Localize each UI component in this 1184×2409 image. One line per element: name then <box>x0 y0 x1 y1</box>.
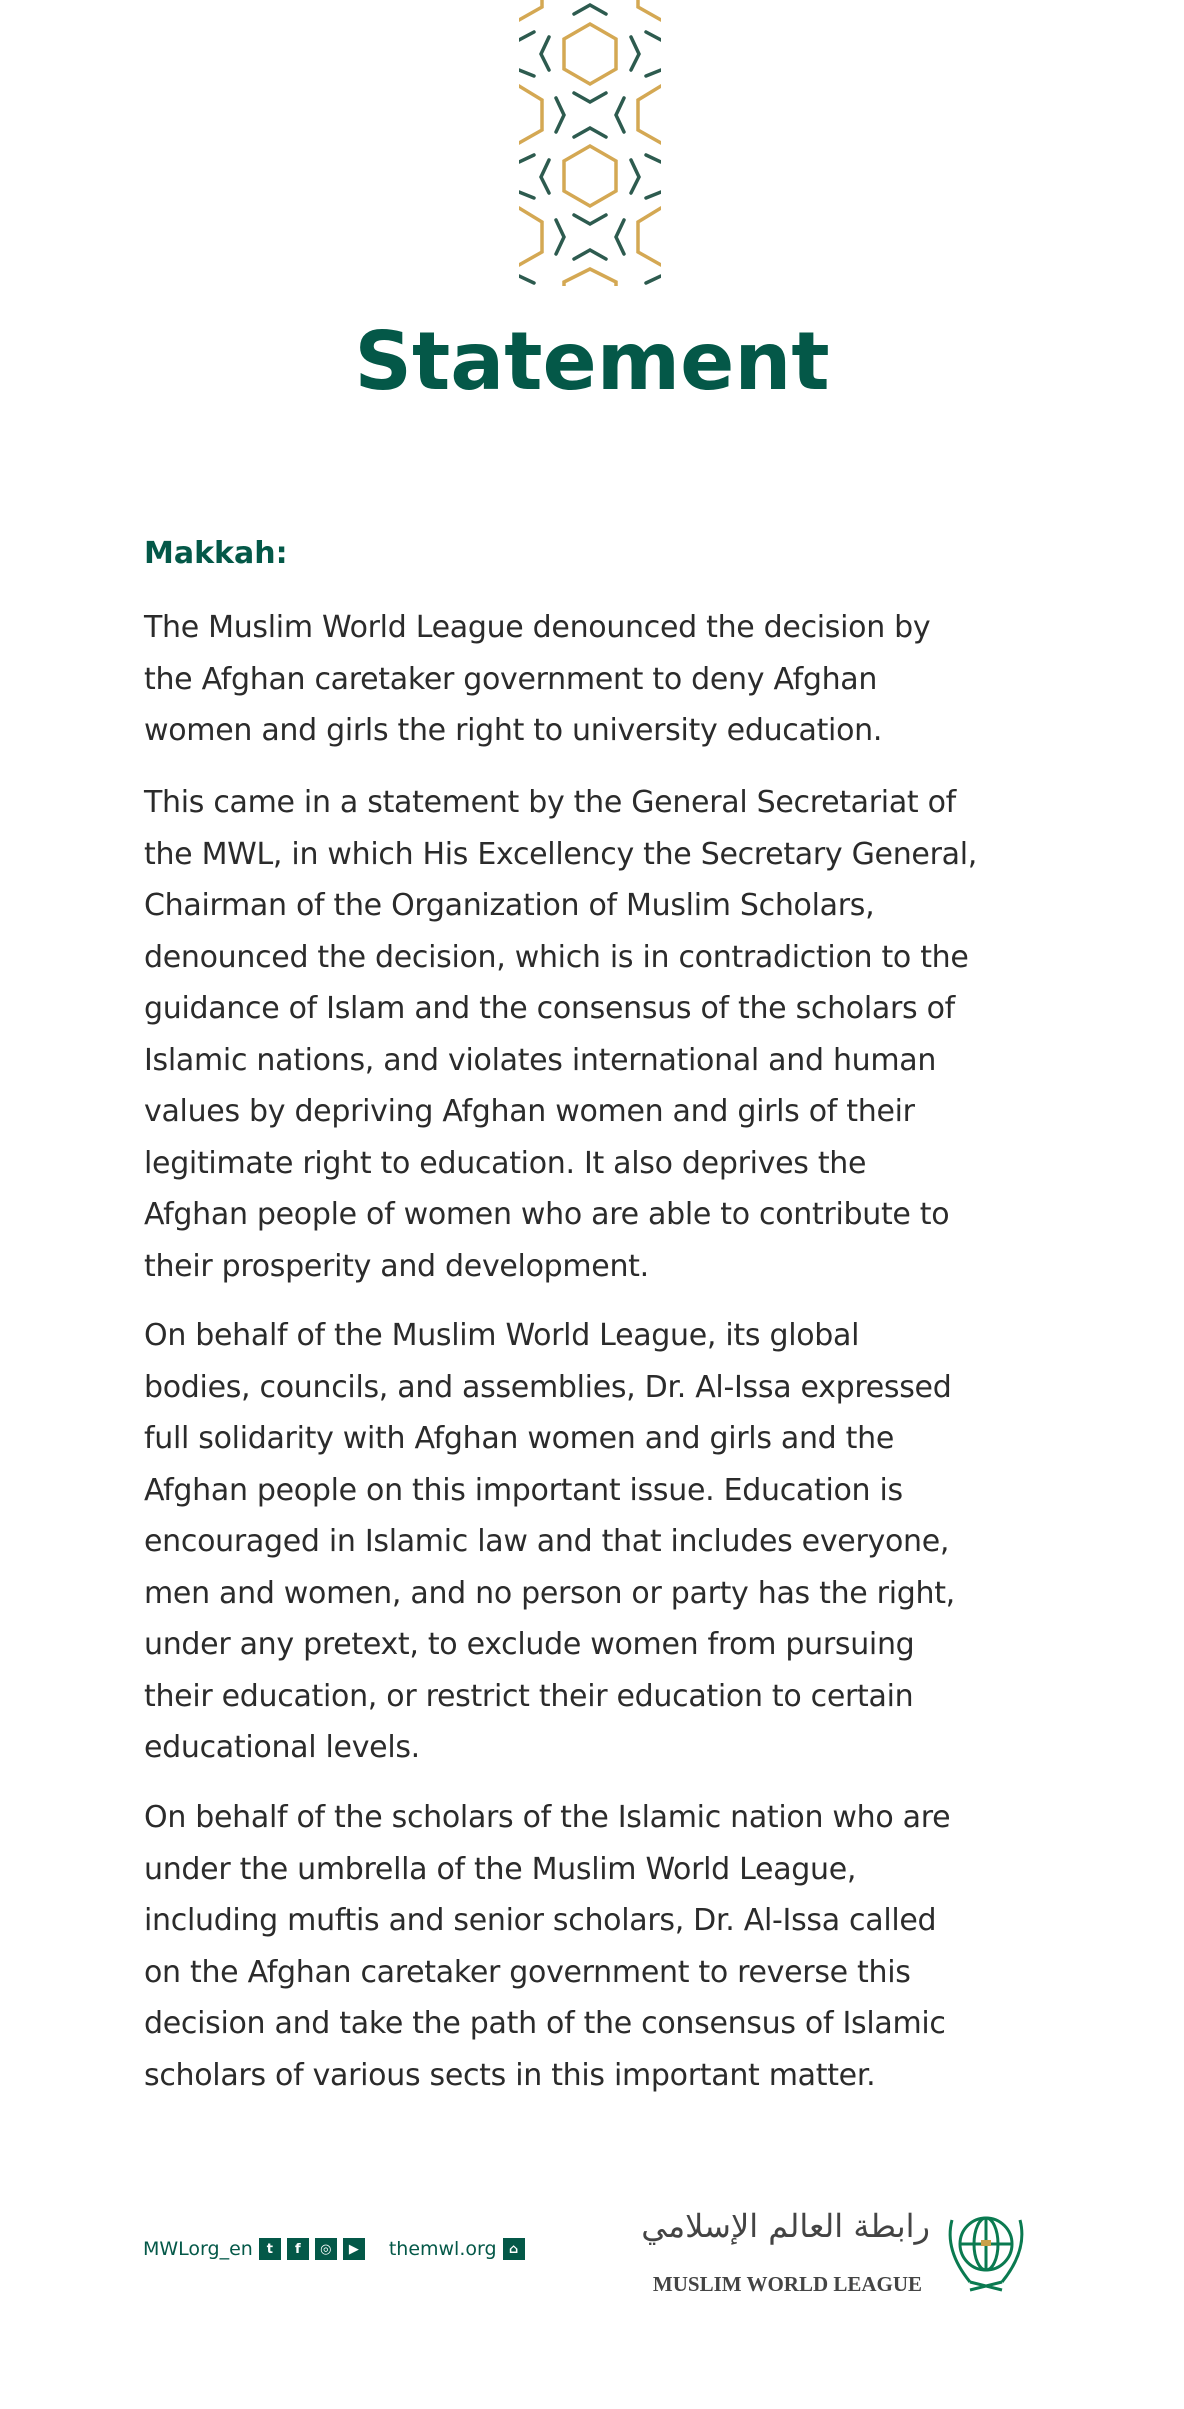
dateline: Makkah: <box>144 536 288 571</box>
mwl-logo <box>641 2196 1035 2306</box>
paragraph-line: legitimate right to education. It also deprives the <box>144 1145 867 1181</box>
paragraph-line: on the Afghan caretaker government to reverse this <box>144 1954 911 1990</box>
paragraph-line: On behalf of the scholars of the Islamic nation who are <box>144 1800 951 1835</box>
paragraph-line: decision and take the path of the consensus of Islamic <box>144 2006 946 2041</box>
paragraph-4 <box>144 1792 950 2101</box>
logo-english-text: MUSLIM WORLD LEAGUE <box>652 2272 923 2296</box>
paragraph-line: On behalf of the Muslim World League, its global <box>144 1318 860 1353</box>
page-title: Statement <box>354 315 830 408</box>
paragraph-line: the MWL, in which His Excellency the Secretary General, <box>144 836 977 872</box>
paragraph-line: their prosperity and development. <box>144 1248 649 1284</box>
instagram-icon[interactable]: ◎ <box>315 2238 337 2260</box>
paragraph-line: The Muslim World League denounced the decision by <box>144 610 931 645</box>
paragraph-line: bodies, councils, and assemblies, Dr. Al-Issa expressed <box>144 1369 952 1405</box>
paragraph-line: women and girls the right to university education. <box>144 713 883 748</box>
paragraph-line: Islamic nations, and violates international and human <box>144 1042 937 1078</box>
paragraph-line: including muftis and senior scholars, Dr. Al-Issa called <box>144 1903 937 1938</box>
youtube-icon[interactable]: ▶ <box>343 2238 365 2260</box>
paragraph-line: values by depriving Afghan women and girls of their <box>144 1094 915 1129</box>
logo-arabic-text: رابطة العالم الإسلامي <box>641 2207 930 2245</box>
paragraph-line: Afghan people of women who are able to contribute to <box>144 1197 950 1232</box>
home-icon[interactable]: ⌂ <box>503 2238 525 2260</box>
paragraph-line: men and women, and no person or party has the right, <box>144 1575 955 1611</box>
paragraph-line: the Afghan caretaker government to deny Afghan <box>144 661 878 697</box>
paragraph-line: their education, or restrict their education to certain <box>144 1678 914 1714</box>
paragraph-line: Afghan people on this important issue. Education is <box>144 1472 903 1508</box>
paragraph-1 <box>144 602 930 757</box>
facebook-icon[interactable]: f <box>287 2238 309 2260</box>
globe-emblem-icon <box>940 2200 1032 2292</box>
paragraph-line: encouraged in Islamic law and that includes everyone, <box>144 1524 950 1559</box>
geometric-ornament <box>519 0 661 286</box>
paragraph-2 <box>144 777 977 1292</box>
social-footer <box>143 2238 525 2260</box>
paragraph-line: under any pretext, to exclude women from pursuing <box>144 1627 915 1662</box>
paragraph-line: full solidarity with Afghan women and girls and the <box>144 1421 894 1456</box>
paragraph-line: This came in a statement by the General Secretariat of <box>144 785 956 820</box>
paragraph-3 <box>144 1310 955 1774</box>
twitter-icon[interactable]: t <box>259 2238 281 2260</box>
paragraph-line: educational levels. <box>144 1730 420 1765</box>
paragraph-line: Chairman of the Organization of Muslim Scholars, <box>144 888 875 923</box>
paragraph-line: scholars of various sects in this important matter. <box>144 2057 876 2093</box>
paragraph-line: under the umbrella of the Muslim World League, <box>144 1851 857 1887</box>
website-link[interactable]: themwl.org <box>388 2238 497 2260</box>
paragraph-line: denounced the decision, which is in contradiction to the <box>144 939 969 975</box>
social-handle[interactable]: MWLorg_en <box>143 2238 253 2260</box>
paragraph-line: guidance of Islam and the consensus of the scholars of <box>144 991 955 1026</box>
